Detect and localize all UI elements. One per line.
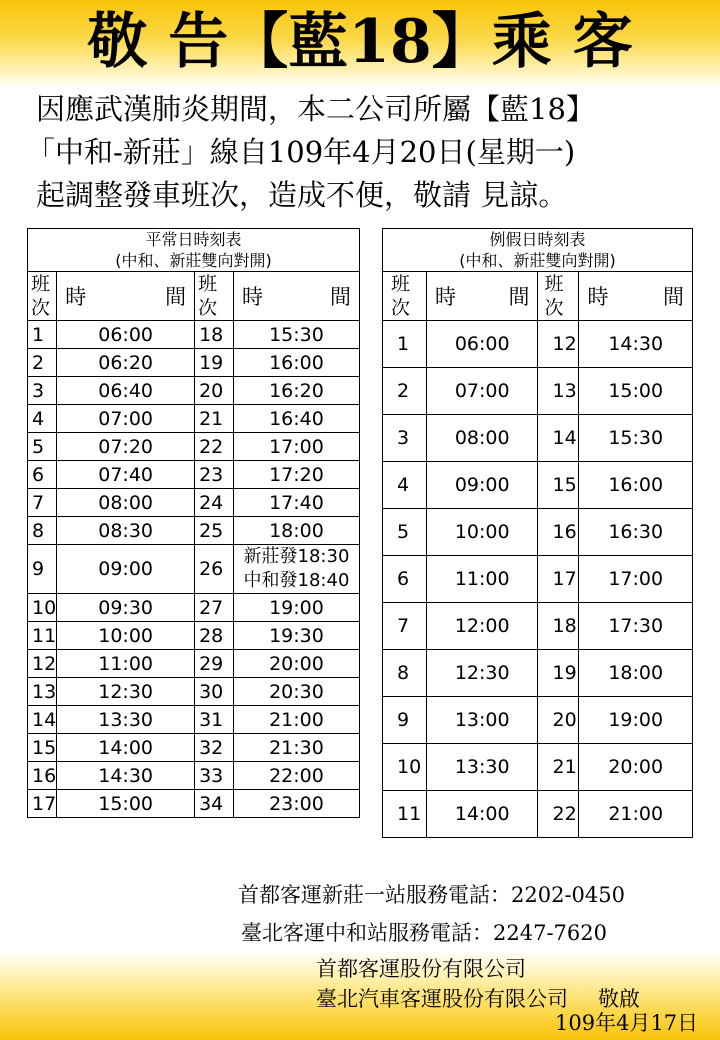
notice-date: 109年4月17日 <box>555 1011 699 1035</box>
trip-number: 22 <box>195 433 234 461</box>
trip-number: 34 <box>195 790 234 818</box>
departure-time: 13:30 <box>57 706 195 734</box>
departure-time: 14:00 <box>57 734 195 762</box>
sign-off: 敬啟 <box>598 987 640 1011</box>
trip-number: 10 <box>28 594 57 622</box>
notice-line-1: 因應武漢肺炎期間，本二公司所屬【藍18】 <box>36 92 595 126</box>
departure-time: 21:30 <box>233 734 359 762</box>
table-row <box>28 405 360 433</box>
trip-number: 12 <box>538 321 579 368</box>
departure-time: 13:00 <box>426 697 538 744</box>
trip-number: 2 <box>28 349 57 377</box>
departure-time: 17:20 <box>233 461 359 489</box>
trip-number: 29 <box>195 650 234 678</box>
trip-number: 31 <box>195 706 234 734</box>
table-row <box>383 744 693 791</box>
departure-time: 09:30 <box>57 594 195 622</box>
table-row <box>28 650 360 678</box>
table-row <box>28 321 360 349</box>
contact-line-2: 臺北客運中和站服務電話：2247-7620 <box>241 921 607 945</box>
trip-number: 9 <box>383 697 427 744</box>
trip-number: 7 <box>383 603 427 650</box>
departure-time: 16:30 <box>579 509 693 556</box>
departure-time: 06:00 <box>57 321 195 349</box>
trip-number: 28 <box>195 622 234 650</box>
header-trip-no: 班 次 <box>538 272 579 321</box>
trip-number: 6 <box>383 556 427 603</box>
trip-number: 1 <box>28 321 57 349</box>
departure-xinzhuang: 新莊發18:30 <box>243 546 350 567</box>
trip-number: 11 <box>383 791 427 838</box>
trip-number: 26 <box>195 545 234 594</box>
departure-time: 07:00 <box>426 368 538 415</box>
table-row <box>28 545 360 594</box>
departure-time: 20:00 <box>233 650 359 678</box>
trip-number: 5 <box>28 433 57 461</box>
trip-number: 21 <box>195 405 234 433</box>
departure-time: 22:00 <box>233 762 359 790</box>
trip-number: 10 <box>383 744 427 791</box>
weekday-timetable <box>27 228 360 818</box>
departure-time: 10:00 <box>426 509 538 556</box>
trip-number: 16 <box>28 762 57 790</box>
table-row <box>383 697 693 744</box>
departure-time: 08:00 <box>426 415 538 462</box>
header-time: 時 間 <box>233 272 359 321</box>
trip-number: 13 <box>538 368 579 415</box>
departure-time: 18:00 <box>233 517 359 545</box>
trip-number: 22 <box>538 791 579 838</box>
trip-number: 14 <box>28 706 57 734</box>
departure-time: 15:00 <box>579 368 693 415</box>
trip-number: 7 <box>28 489 57 517</box>
table-row <box>383 321 693 368</box>
trip-number: 1 <box>383 321 427 368</box>
trip-number: 20 <box>195 377 234 405</box>
departure-time: 08:00 <box>57 489 195 517</box>
trip-number: 4 <box>383 462 427 509</box>
table-row <box>28 790 360 818</box>
trip-number: 32 <box>195 734 234 762</box>
trip-number: 21 <box>538 744 579 791</box>
departure-time: 17:00 <box>579 556 693 603</box>
header-trip-no: 班 次 <box>383 272 427 321</box>
trip-number: 8 <box>28 517 57 545</box>
departure-time: 16:40 <box>233 405 359 433</box>
departure-time: 06:40 <box>57 377 195 405</box>
departure-time: 14:30 <box>57 762 195 790</box>
departure-time: 06:00 <box>426 321 538 368</box>
departure-time: 15:30 <box>233 321 359 349</box>
departure-time: 09:00 <box>57 545 195 594</box>
header-trip-no: 班 次 <box>195 272 234 321</box>
departure-time: 20:00 <box>579 744 693 791</box>
trip-number: 30 <box>195 678 234 706</box>
notice-title: 敬 告【藍18】乘 客 <box>87 7 633 77</box>
departure-time: 21:00 <box>579 791 693 838</box>
trip-number: 9 <box>28 545 57 594</box>
trip-number: 17 <box>28 790 57 818</box>
trip-number: 14 <box>538 415 579 462</box>
departure-time: 17:30 <box>579 603 693 650</box>
trip-number: 13 <box>28 678 57 706</box>
trip-number: 19 <box>538 650 579 697</box>
weekday-caption: 平常日時刻表 (中和、新莊雙向對開) <box>28 229 360 272</box>
departure-time: 12:30 <box>57 678 195 706</box>
table-row <box>383 509 693 556</box>
departure-time: 06:20 <box>57 349 195 377</box>
header-time: 時 間 <box>579 272 693 321</box>
company-1: 首都客運股份有限公司 <box>316 957 526 981</box>
trip-number: 23 <box>195 461 234 489</box>
notice-line-3: 起調整發車班次，造成不便，敬請 見諒。 <box>36 178 568 212</box>
table-row <box>28 622 360 650</box>
departure-zhonghe: 中和發18:40 <box>243 570 350 591</box>
holiday-caption: 例假日時刻表 (中和、新莊雙向對開) <box>383 229 693 272</box>
departure-time: 19:00 <box>233 594 359 622</box>
table-row <box>28 461 360 489</box>
departure-time: 17:40 <box>233 489 359 517</box>
notice-line-2: 「中和-新莊」線自109年4月20日(星期一) <box>26 135 576 169</box>
table-row <box>383 791 693 838</box>
table-row <box>383 415 693 462</box>
trip-number: 5 <box>383 509 427 556</box>
table-row <box>28 489 360 517</box>
trip-number: 19 <box>195 349 234 377</box>
departure-time: 17:00 <box>233 433 359 461</box>
trip-number: 27 <box>195 594 234 622</box>
trip-number: 2 <box>383 368 427 415</box>
departure-time: 12:00 <box>426 603 538 650</box>
departure-time: 15:30 <box>579 415 693 462</box>
company-2: 臺北汽車客運股份有限公司 <box>316 987 568 1011</box>
departure-time: 11:00 <box>57 650 195 678</box>
trip-number: 8 <box>383 650 427 697</box>
trip-number: 18 <box>538 603 579 650</box>
departure-time: 16:00 <box>233 349 359 377</box>
departure-time: 15:00 <box>57 790 195 818</box>
table-row <box>28 517 360 545</box>
header-time: 時 間 <box>57 272 195 321</box>
departure-time: 19:00 <box>579 697 693 744</box>
departure-time: 08:30 <box>57 517 195 545</box>
trip-number: 4 <box>28 405 57 433</box>
departure-time: 07:40 <box>57 461 195 489</box>
table-row <box>28 762 360 790</box>
table-row <box>28 594 360 622</box>
header-trip-no: 班 次 <box>28 272 57 321</box>
trip-number: 16 <box>538 509 579 556</box>
table-row <box>383 650 693 697</box>
departure-time: 14:00 <box>426 791 538 838</box>
trip-number: 18 <box>195 321 234 349</box>
departure-time: 12:30 <box>426 650 538 697</box>
trip-number: 33 <box>195 762 234 790</box>
departure-time-split <box>233 545 359 594</box>
departure-time: 13:30 <box>426 744 538 791</box>
contact-line-1: 首都客運新莊一站服務電話：2202-0450 <box>238 883 625 907</box>
trip-number: 3 <box>28 377 57 405</box>
table-row <box>28 706 360 734</box>
trip-number: 6 <box>28 461 57 489</box>
table-row <box>28 678 360 706</box>
trip-number: 25 <box>195 517 234 545</box>
departure-time: 14:30 <box>579 321 693 368</box>
departure-time: 07:20 <box>57 433 195 461</box>
departure-time: 23:00 <box>233 790 359 818</box>
trip-number: 12 <box>28 650 57 678</box>
trip-number: 3 <box>383 415 427 462</box>
trip-number: 15 <box>28 734 57 762</box>
holiday-timetable <box>382 228 693 838</box>
departure-time: 10:00 <box>57 622 195 650</box>
trip-number: 24 <box>195 489 234 517</box>
departure-time: 20:30 <box>233 678 359 706</box>
departure-time: 18:00 <box>579 650 693 697</box>
departure-time: 21:00 <box>233 706 359 734</box>
trip-number: 20 <box>538 697 579 744</box>
trip-number: 17 <box>538 556 579 603</box>
weekday-header-row <box>28 272 360 321</box>
table-row <box>28 349 360 377</box>
trip-number: 15 <box>538 462 579 509</box>
trip-number: 11 <box>28 622 57 650</box>
departure-time: 07:00 <box>57 405 195 433</box>
table-row <box>28 734 360 762</box>
notice-body <box>26 88 716 217</box>
departure-time: 16:20 <box>233 377 359 405</box>
departure-time: 11:00 <box>426 556 538 603</box>
departure-time: 19:30 <box>233 622 359 650</box>
table-row <box>383 556 693 603</box>
table-row <box>383 462 693 509</box>
holiday-header-row <box>383 272 693 321</box>
departure-time: 16:00 <box>579 462 693 509</box>
table-row <box>28 433 360 461</box>
header-time: 時 間 <box>426 272 538 321</box>
table-row <box>383 368 693 415</box>
table-row <box>28 377 360 405</box>
table-row <box>383 603 693 650</box>
departure-time: 09:00 <box>426 462 538 509</box>
